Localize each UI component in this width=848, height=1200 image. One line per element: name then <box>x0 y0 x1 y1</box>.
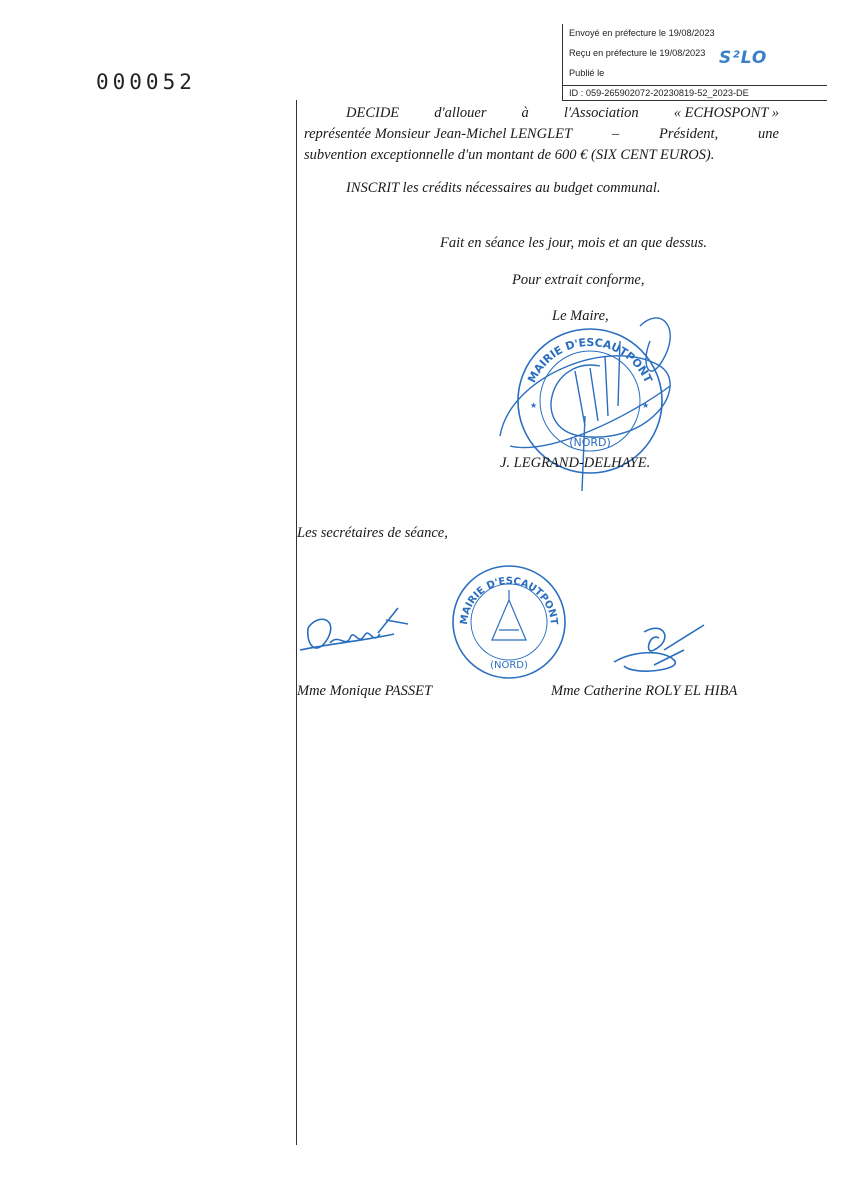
slo-mark: S²LO <box>719 48 768 68</box>
decision-word: – <box>611 126 620 142</box>
secretary1-name: Mme Monique PASSET <box>297 683 433 699</box>
decision-word: à <box>521 105 529 121</box>
seal-bottom-text: (NORD) <box>490 660 528 671</box>
decision-word: « ECHOSPONT » <box>673 105 779 121</box>
decision-word: DECIDE <box>346 105 400 121</box>
seal-star-icon: ★ <box>530 401 538 410</box>
stamp-divider <box>563 85 827 86</box>
stamp-received: Reçu en préfecture le 19/08/2023 <box>569 48 706 58</box>
secretary1-signature <box>298 598 418 662</box>
extrait-text: Pour extrait conforme, <box>512 272 645 288</box>
stamp-id: ID : 059-265902072-20230819-52_2023-DE <box>569 88 749 98</box>
signature-stroke <box>300 608 408 650</box>
maire-label: Le Maire, <box>552 308 609 324</box>
seal-bottom-text: (NORD) <box>569 436 611 449</box>
document-number: 000052 <box>96 70 196 94</box>
decision-paragraph <box>304 103 779 166</box>
secretary2-signature <box>604 620 714 680</box>
decision-word: d'allouer <box>434 105 487 121</box>
fait-text: Fait en séance les jour, mois et an que dessus. <box>440 235 708 251</box>
prefecture-stamp <box>562 24 827 101</box>
seal-star-icon: ★ <box>642 401 650 410</box>
maire-name: J. LEGRAND-DELHAYE. <box>500 455 651 471</box>
decision-word: l'Association <box>563 105 639 121</box>
decision-word: Président, <box>659 126 719 142</box>
secretaries-seal <box>447 560 571 684</box>
signature-stroke <box>614 625 704 671</box>
seal-top-text: MAIRIE D'ESCAUTPONT <box>458 575 560 626</box>
secretary2-name: Mme Catherine ROLY EL HIBA <box>551 683 738 699</box>
secretaires-label: Les secrétaires de séance, <box>297 525 448 541</box>
seal-top-text: MAIRIE D'ESCAUTPONT <box>525 335 655 385</box>
decision-line-3: subvention exceptionnelle d'un montant de 600 € (SIX CENT EUROS). <box>304 147 715 163</box>
decision-line-2 <box>304 124 779 145</box>
stamp-published: Publié le <box>569 68 605 78</box>
decision-word: représentée Monsieur Jean-Michel LENGLET <box>304 126 573 142</box>
decision-word: une <box>758 126 779 142</box>
seal-emblem-icon <box>492 590 526 640</box>
inscrit-text: INSCRIT les crédits nécessaires au budget communal. <box>346 180 661 196</box>
decision-line-1 <box>304 103 779 124</box>
margin-rule <box>296 100 297 1145</box>
stamp-sent: Envoyé en préfecture le 19/08/2023 <box>569 28 715 38</box>
